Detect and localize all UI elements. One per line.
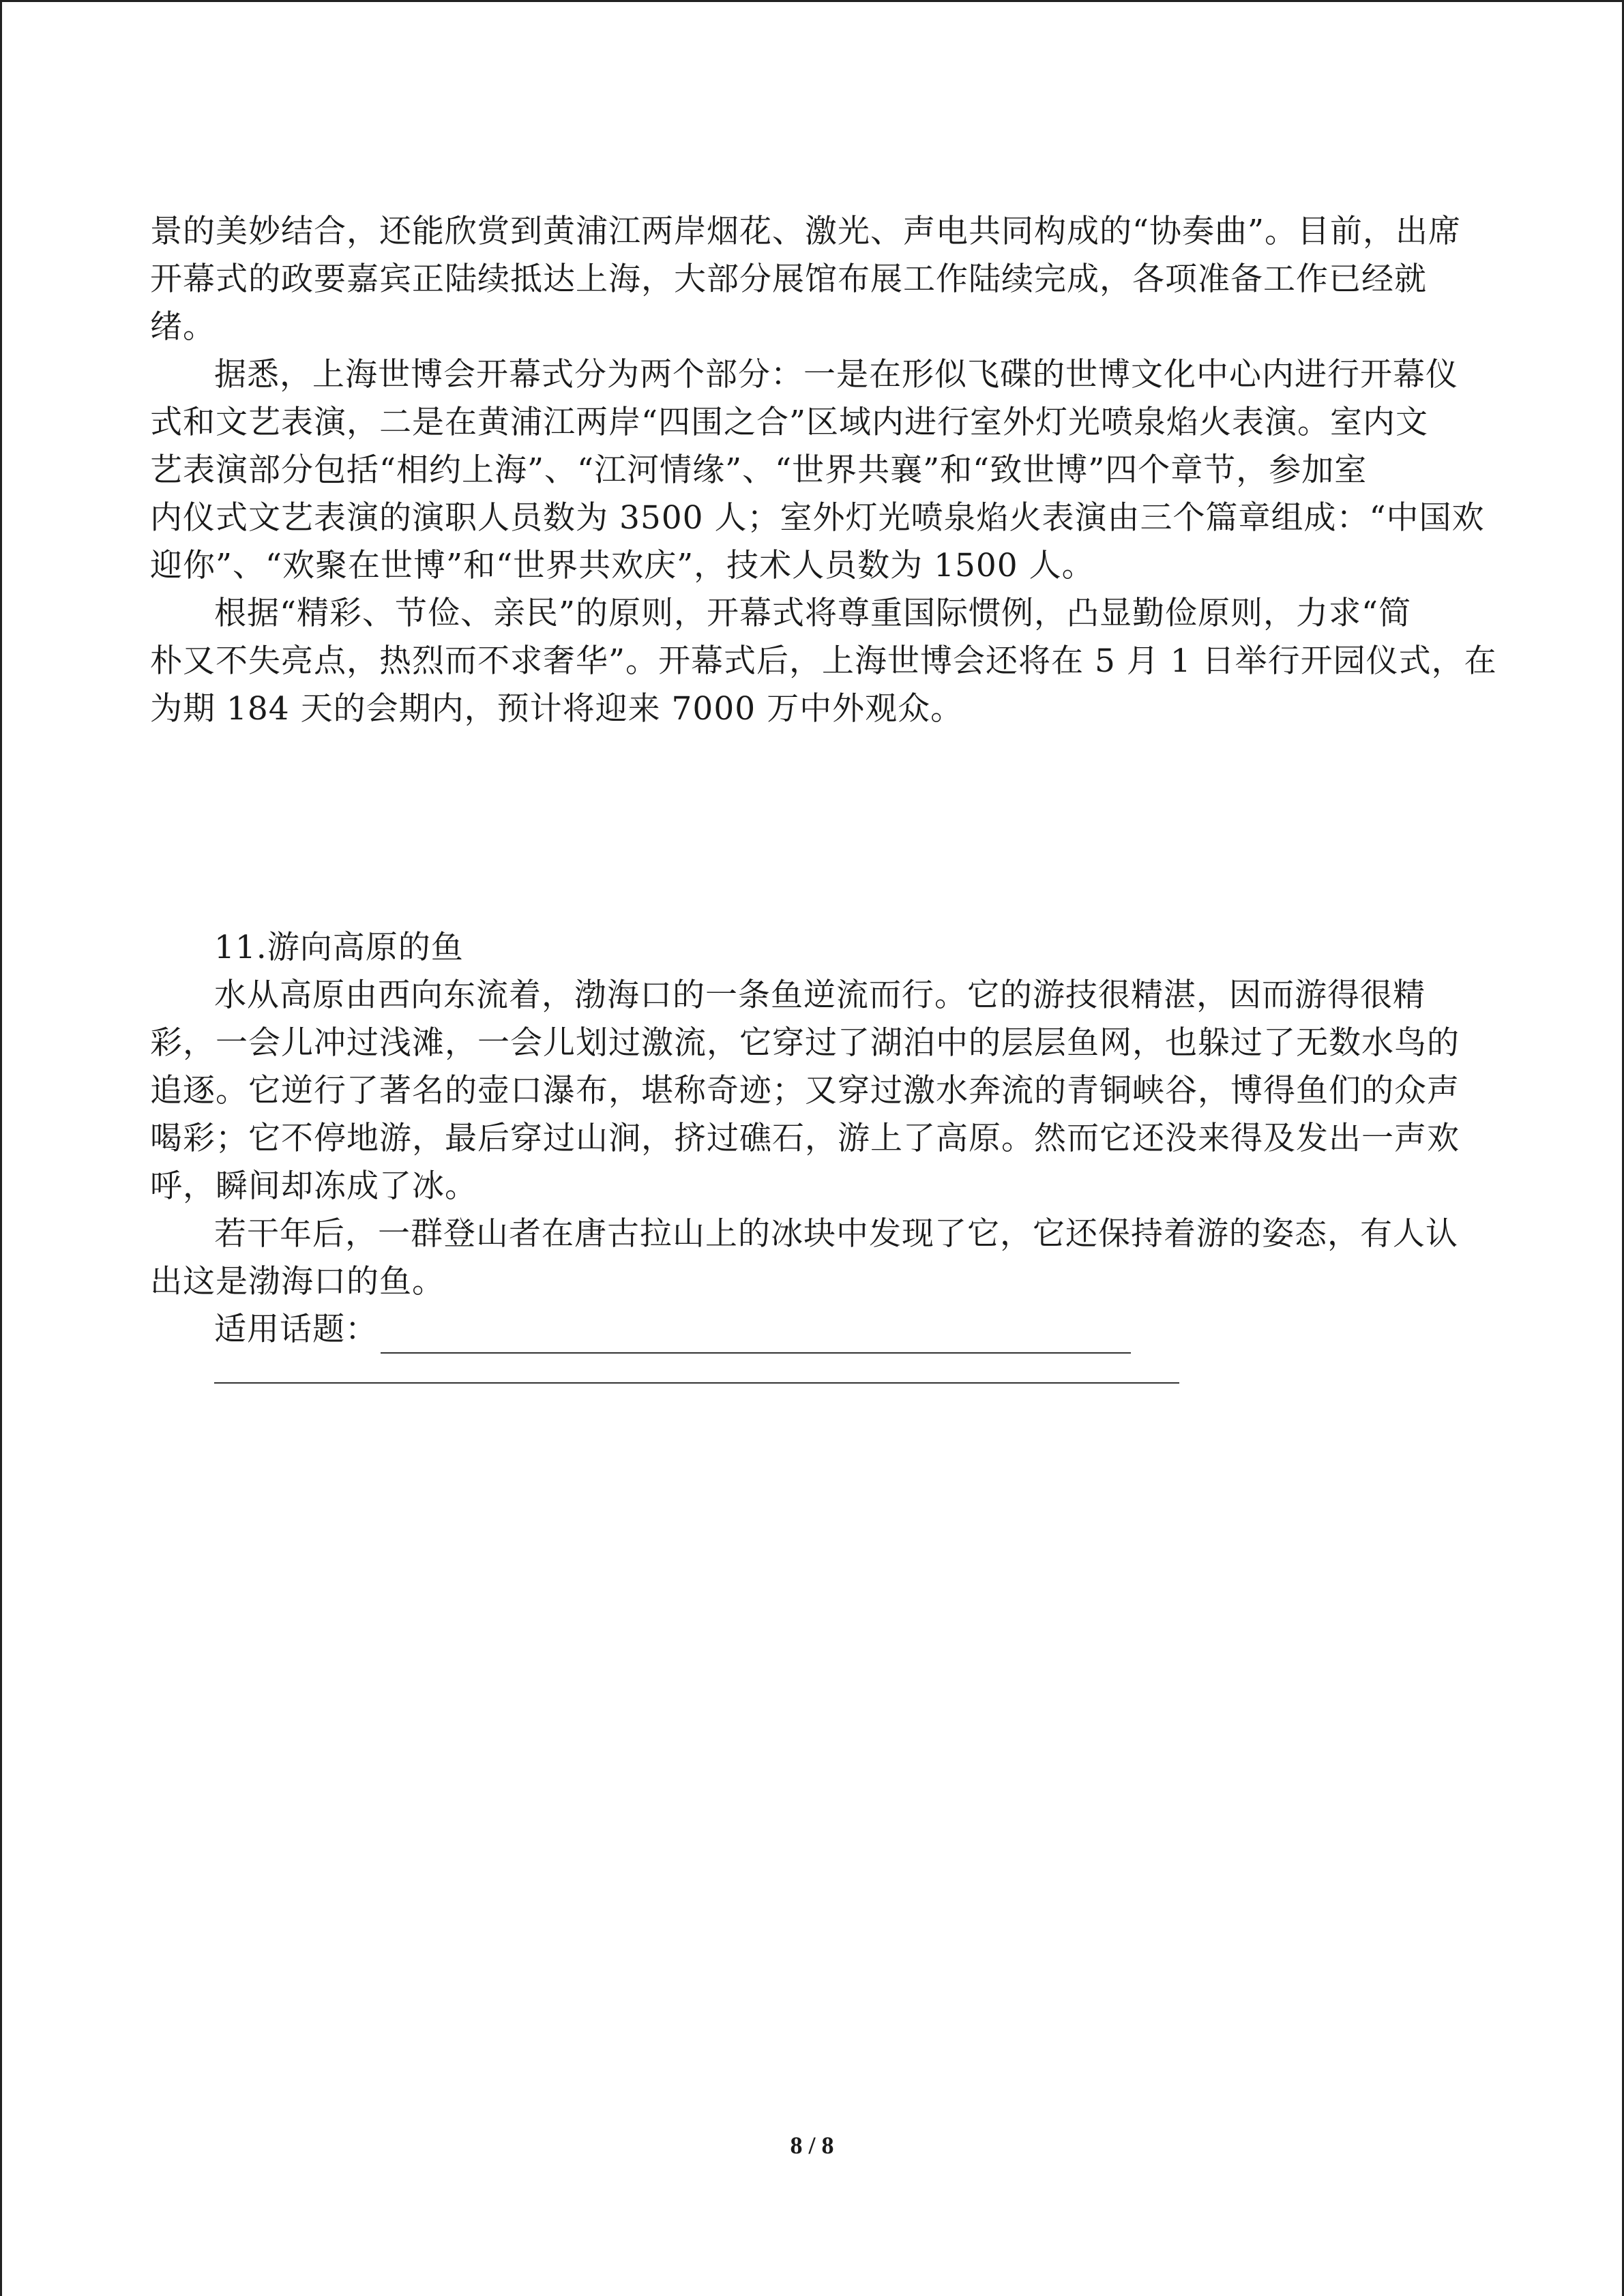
answer-row [150,1306,1480,1354]
answer-label: 适用话题： [214,1311,378,1348]
paragraph-line: 式和文艺表演，二是在黄浦江两岸“四围之合”区域内进行室外灯光喷泉焰火表演。室内文 [150,404,1429,441]
paragraph-line: 据悉，上海世博会开幕式分为两个部分：一是在形似飞碟的世博文化中心内进行开幕仪 [214,356,1458,393]
paragraph-line: 追逐。它逆行了著名的壶口瀑布，堪称奇迹；又穿过激水奔流的青铜峡谷，博得鱼们的众声 [150,1072,1460,1109]
paragraph-line: 喝彩；它不停地游，最后穿过山涧，挤过礁石，游上了高原。然而它还没来得及发出一声欢 [150,1120,1460,1157]
paragraph-line: 艺表演部分包括“相约上海”、“江河情缘”、“世界共襄”和“致世博”四个章节，参加室 [150,451,1368,489]
section-11 [150,924,1480,1384]
passage-expo [150,208,1497,733]
paragraph-line: 为期 184 天的会期内，预计将迎来 7000 万中外观众。 [150,690,964,728]
section-title: 11.游向高原的鱼 [214,929,464,966]
paragraph-line: 迎你”、“欢聚在世博”和“世界共欢庆”，技术人员数为 1500 人。 [150,547,1095,584]
paragraph-line: 开幕式的政要嘉宾正陆续抵达上海，大部分展馆布展工作陆续完成，各项准备工作已经就 [150,260,1427,298]
paragraph-line: 绪。 [150,308,216,346]
answer-blank-line[interactable] [381,1318,1131,1354]
paragraph-line: 彩，一会儿冲过浅滩，一会儿划过激流，它穿过了湖泊中的层层鱼网，也躲过了无数水鸟的 [150,1024,1460,1062]
paragraph-line: 呼，瞬间却冻成了冰。 [150,1167,477,1205]
paragraph-line: 内仪式文艺表演的演职人员数为 3500 人；室外灯光喷泉焰火表演由三个篇章组成：“中国欢 [150,499,1485,537]
paragraph-line: 若干年后，一群登山者在唐古拉山上的冰块中发现了它，它还保持着游的姿态，有人认 [214,1215,1458,1253]
paragraph-line: 水从高原由西向东流着，渤海口的一条鱼逆流而行。它的游技很精湛，因而游得很精 [214,976,1426,1014]
paragraph-line: 出这是渤海口的鱼。 [150,1263,445,1300]
section-spacer [150,733,1480,924]
page-number: 8 / 8 [790,2132,834,2159]
paragraph-line: 景的美妙结合，还能欣赏到黄浦江两岸烟花、激光、声电共同构成的“协奏曲”。目前，出席 [150,213,1462,250]
document-body [150,208,1497,1384]
paragraph-line: 根据“精彩、节俭、亲民”的原则，开幕式将尊重国际惯例，凸显勤俭原则，力求“简 [214,595,1412,632]
paragraph-line: 朴又不失亮点，热烈而不求奢华”。开幕式后，上海世博会还将在 5 月 1 日举行开园仪式，在 [150,642,1497,680]
answer-blank-line-2[interactable] [214,1381,1179,1384]
